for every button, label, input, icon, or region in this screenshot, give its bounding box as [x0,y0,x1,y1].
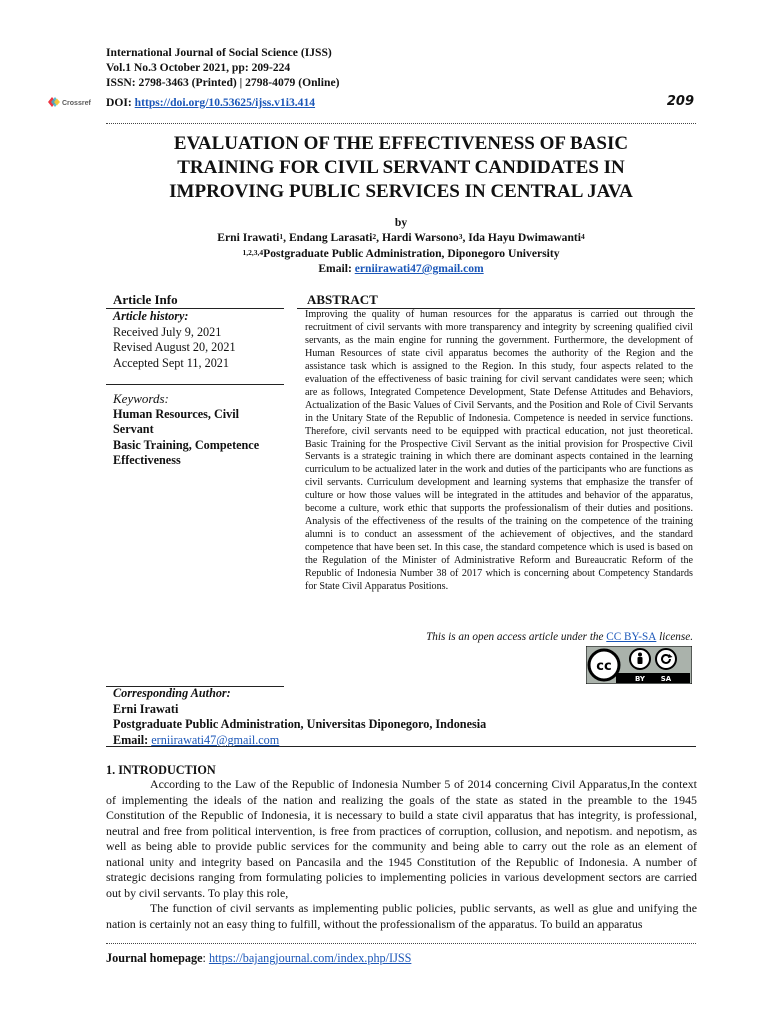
author-1: Erni Irawati [217,231,280,244]
journal-homepage-line [106,951,411,966]
doi-line [106,95,315,110]
author-2: , Endang Larasati [283,231,373,244]
accepted-date: Accepted Sept 11, 2021 [113,355,229,370]
corresponding-label: Corresponding Author: [113,686,231,700]
abstract-text: Improving the quality of human resources for the apparatus is carried out through the recruitment of civil servants with more transparency and integrity by screening qualified civil servants, as the main engine for running the government. Furthermore, the development of Human Resources of state civil apparatus becomes the authority of the Region and the assistance task which is assigned to the Region. In this study, four aspects related to the evaluation of the effectiveness of basic training for civil servant candidates were seen; which are as follows, Integrated Competence Development, State Defense Attitudes and Behaviors, Actualization of the Basic Values of Civil Servants, and the Position and Role of Civil Servants in the Unitary State of the Republic of Indonesia. Competence is needed in service functions. Therefore, civil servants need to be equipped with practical education, not just theoretical. Basic Training for the Prospective Civil Servant as the initial provision for Prospective Civil Servants is a strategic training in which there are dominant aspects contained in the learning curriculum to be actualized later in the work and duties of the participants who are functions as civil servants. Curriculum development and learning systems that emphasize the transfer of culture or how those values will be integrated in the attitudes and behavior of the apparatus, become a culture, work ethic that supports the professionalism of their duties and positions. Analysis of the effectiveness of the results of the training on the competence of the training alumni is to conduct an assessment of the achievement of objectives, and the standard competence that have been set. In this case, the standard competence which is used is based on the Regulation of the Minister of Administrative Reform and Bureaucratic Reform of the Republic of Indonesia Number 38 of 2017 which is concerning about Competency Standards for State Civil Apparatus Positions. [305,309,693,593]
corresponding-email-link[interactable]: erniirawati47@gmail.com [151,732,280,747]
header-divider [106,123,696,124]
keywords [113,391,273,469]
corresponding-email-label: Email: [113,732,152,747]
article-info-heading: Article Info [113,292,178,307]
keywords-label: Keywords: [113,391,169,406]
author-4: , Ida Hayu Dwimawanti [462,231,581,244]
journal-volume: Vol.1 No.3 October 2021, pp: 209-224 [106,61,291,74]
journal-issn: ISSN: 2798-3463 (Printed) | 2798-4079 (Online) [106,76,340,89]
svg-text:Crossref: Crossref [62,100,91,107]
page-number: 209 [666,94,694,109]
article-history-label: Article history: [113,309,189,323]
open-access-line [305,631,693,643]
affiliation-text: Postgraduate Public Administration, Diponegoro University [263,247,560,260]
svg-text:SA: SA [660,675,672,683]
history-rule [106,384,284,385]
received-date: Received July 9, 2021 [113,324,222,339]
homepage-colon: : [202,951,209,965]
author-email-line [106,261,696,276]
author-4-sup: 4 [581,232,585,241]
open-access-pre: This is an open access article under the [426,631,607,643]
author-2-sup: 2 [372,232,377,241]
title-line-3: IMPROVING PUBLIC SERVICES IN CENTRAL JAVA [169,181,633,202]
svg-text:BY: BY [634,675,646,683]
keyword-2: Basic Training, Competence Effectiveness [113,437,260,468]
author-3-sup: 3 [458,232,463,241]
author-affiliation [106,246,696,261]
license-link[interactable]: CC BY-SA [606,631,657,643]
corresponding-bottom-rule [106,746,696,747]
paper-title [106,132,696,204]
footer-divider [106,943,696,944]
title-line-2: TRAINING FOR CIVIL SERVANT CANDIDATES IN [177,157,625,178]
homepage-label: Journal homepage [106,951,203,965]
author-1-sup: 1 [279,232,284,241]
title-line-1: EVALUATION OF THE EFFECTIVENESS OF BASIC [173,133,629,154]
corresponding-affiliation: Postgraduate Public Administration, Universitas Diponegoro, Indonesia [113,717,487,732]
journal-name: International Journal of Social Science (IJSS) [106,46,332,59]
crossref-logo-icon[interactable] [48,96,98,108]
author-3: , Hardi Warsono [376,231,459,244]
doi-link[interactable]: https://doi.org/10.53625/ijss.v1i3.414 [134,96,316,109]
introduction-heading: 1. INTRODUCTION [106,763,216,777]
keyword-1: Human Resources, Civil Servant [113,406,240,437]
author-list [106,230,696,245]
introduction-paragraph-2: The function of civil servants as implementing public policies, public servants, as well as glue and unifying the nation is certainly not an easy thing to fulfill, without the professionalism of the apparatus. To build an apparatus [106,901,697,931]
author-email-link[interactable]: erniirawati47@gmail.com [354,262,484,275]
affiliation-sup: 1,2,3,4 [242,248,264,257]
by-word: by [394,216,408,229]
email-label: Email: [318,262,355,275]
revised-date: Revised August 20, 2021 [113,340,236,355]
abstract-heading: ABSTRACT [307,292,378,307]
homepage-link[interactable]: https://bajangjournal.com/index.php/IJSS [208,951,412,965]
open-access-post: license. [656,631,693,643]
doi-label: DOI: [106,96,135,109]
corresponding-name: Erni Irawati [113,701,179,716]
svg-text:cc: cc [596,659,612,674]
corresponding-author-block [113,686,698,748]
cc-by-sa-badge-icon[interactable] [586,646,692,684]
introduction-paragraph-1: According to the Law of the Republic of Indonesia Number 5 of 2014 concerning Civil Apparatus,In the context of implementing the ideals of the nation and realizing the goals of the state as stated in the preamble to the 1945 Constitution of the Republic of Indonesia, it is necessary to build a state civil apparatus that has integrity, is professional, neutral and free from political intervention, is free from practices of corruption, collusion, and nepotism. and nepotism, as well as being able to provide public services for the community and being able to carry out the role as an element of national unity and integrity based on Pancasila and the 1945 Constitution of the Republic of Indonesia. A number of strategic decisions ranging from formulating policies to implementing policies in various development sectors are carried out by civil servants. To play this role, [106,777,697,900]
introduction-body [106,777,697,932]
article-history [113,309,283,371]
